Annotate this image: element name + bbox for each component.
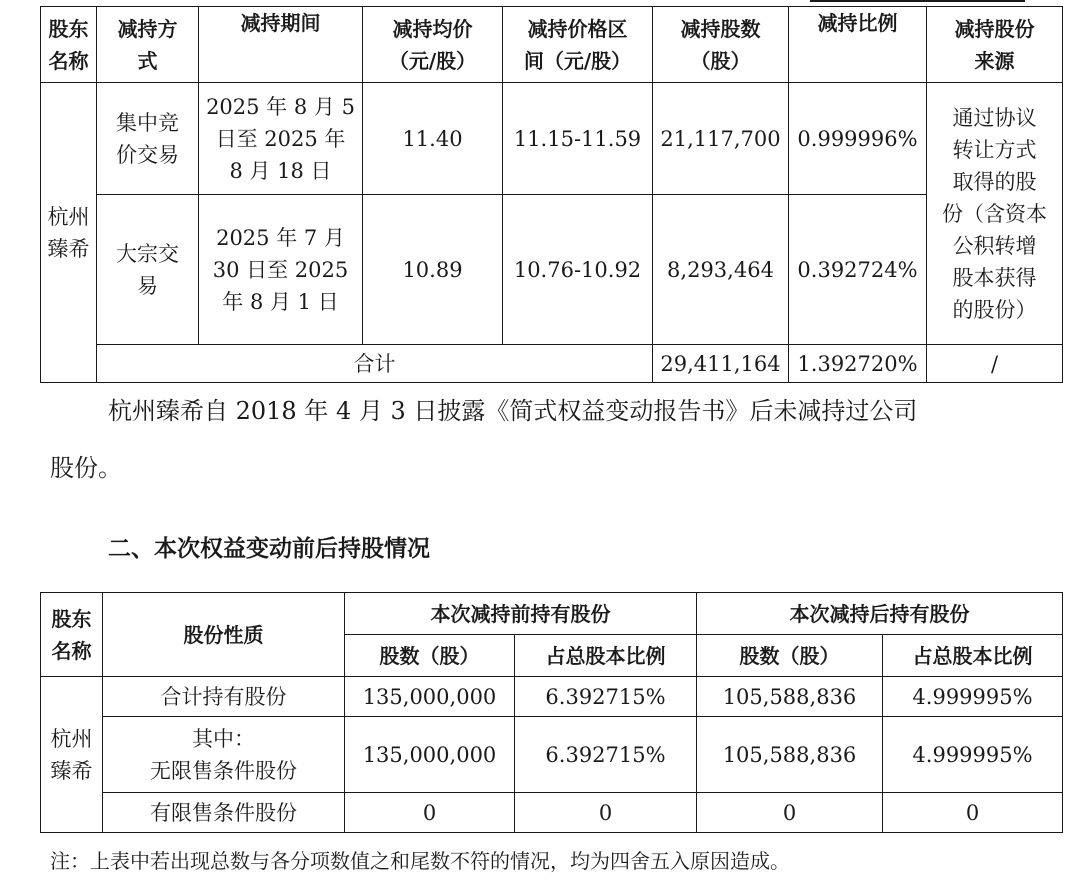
- col-before-ratio-header: 占总股本比例: [515, 635, 697, 677]
- cell-text: 价交易: [116, 142, 179, 167]
- cell-text: 的股份）: [952, 297, 1037, 322]
- header-text: 减持方: [117, 16, 178, 41]
- price-range-cell: 11.15-11.59: [503, 83, 653, 195]
- table-row: [41, 195, 1063, 345]
- cell-text: 通过协议: [952, 105, 1037, 130]
- cell-text: 臻希: [47, 236, 90, 261]
- total-row: [41, 345, 1063, 383]
- header-text: 间（元/股）: [523, 48, 632, 73]
- nature-cell: 有限售条件股份: [103, 793, 345, 833]
- period-cell: [199, 83, 363, 195]
- cell-text: 年 8 月 1 日: [222, 289, 339, 314]
- after-ratio-cell: 0: [883, 793, 1063, 833]
- cell-text: 2025 年 8 月 5: [206, 94, 355, 119]
- cell-text: 其中：: [192, 726, 255, 751]
- holdings-header-row: [41, 593, 1063, 635]
- price-range-cell: 10.76-10.92: [503, 195, 653, 345]
- header-text: （股）: [690, 48, 751, 73]
- cell-text: 份（含资本: [942, 201, 1047, 226]
- cell-text: 转让方式: [952, 137, 1037, 162]
- before-shares-cell: 135,000,000: [345, 717, 515, 793]
- avg-price-cell: 11.40: [363, 83, 503, 195]
- cell-text: 集中竞: [116, 110, 179, 135]
- before-ratio-cell: 6.392715%: [515, 717, 697, 793]
- after-ratio-cell: 4.999995%: [883, 717, 1063, 793]
- avg-price-cell: 10.89: [363, 195, 503, 345]
- header-text: 减持价格区: [527, 16, 628, 41]
- col-before-header: 本次减持前持有股份: [345, 593, 697, 635]
- holdings-table: [40, 592, 1063, 833]
- header-text: 减持股数: [680, 16, 761, 41]
- total-shares: 29,411,164: [653, 345, 789, 383]
- cell-text: 30 日至 2025: [212, 257, 349, 282]
- before-ratio-cell: 0: [515, 793, 697, 833]
- cell-text: 无限售条件股份: [150, 758, 297, 783]
- cell-text: 2025 年 7 月: [216, 225, 345, 250]
- header-rule: [810, 0, 1025, 2]
- col-period-header: [199, 7, 363, 83]
- after-shares-cell: 105,588,836: [697, 677, 883, 717]
- cell-text: 杭州: [47, 204, 90, 229]
- shareholder-name-cell: [41, 677, 103, 833]
- cell-text: 股本获得: [952, 265, 1037, 290]
- header-text: 来源: [974, 48, 1015, 73]
- table-row: [41, 717, 1063, 793]
- cell-text: 取得的股: [952, 169, 1037, 194]
- header-text: 股东: [48, 16, 89, 41]
- total-source: /: [927, 345, 1063, 383]
- col-after-header: 本次减持后持有股份: [697, 593, 1063, 635]
- period-cell: [199, 195, 363, 345]
- cell-text: 8 月 18 日: [229, 158, 332, 183]
- col-shareholder-header: [41, 7, 97, 83]
- header-text: 减持期间: [240, 11, 321, 35]
- after-shares-cell: 0: [697, 793, 883, 833]
- header-text: 减持股份: [954, 16, 1035, 41]
- total-label: 合计: [97, 345, 653, 383]
- col-after-shares-header: 股数（股）: [697, 635, 883, 677]
- before-ratio-cell: 6.392715%: [515, 677, 697, 717]
- col-source-header: [927, 7, 1063, 83]
- before-shares-cell: 135,000,000: [345, 677, 515, 717]
- disclosure-paragraph-line2: 股份。: [50, 454, 122, 482]
- method-cell: [97, 83, 199, 195]
- ratio-cell: 0.999996%: [789, 83, 927, 195]
- shares-cell: 21,117,700: [653, 83, 789, 195]
- before-shares-cell: 0: [345, 793, 515, 833]
- header-text: 减持比例: [817, 11, 898, 35]
- cell-text: 公积转增: [952, 233, 1037, 258]
- col-shareholder-header: [41, 593, 103, 677]
- col-shares-header: [653, 7, 789, 83]
- col-after-ratio-header: 占总股本比例: [883, 635, 1063, 677]
- after-ratio-cell: 4.999995%: [883, 677, 1063, 717]
- nature-cell: 合计持有股份: [103, 677, 345, 717]
- method-cell: [97, 195, 199, 345]
- total-ratio: 1.392720%: [789, 345, 927, 383]
- table-row: [41, 677, 1063, 717]
- footnote: 注：上表中若出现总数与各分项数值之和尾数不符的情况，均为四舍五入原因造成。: [50, 849, 790, 873]
- header-text: （元/股）: [388, 48, 477, 73]
- col-price-range-header: [503, 7, 653, 83]
- col-ratio-header: [789, 7, 927, 83]
- ratio-cell: 0.392724%: [789, 195, 927, 345]
- cell-text: 日至 2025 年: [215, 126, 346, 151]
- col-nature-header: 股份性质: [103, 593, 345, 677]
- disclosure-paragraph-line1: 杭州臻希自 2018 年 4 月 3 日披露《简式权益变动报告书》后未减持过公司: [108, 397, 918, 425]
- nature-cell: [103, 717, 345, 793]
- header-text: 减持均价: [392, 16, 473, 41]
- header-text: 股东: [51, 606, 92, 631]
- section-heading: 二、本次权益变动前后持股情况: [108, 536, 430, 562]
- col-before-shares-header: 股数（股）: [345, 635, 515, 677]
- after-shares-cell: 105,588,836: [697, 717, 883, 793]
- shares-cell: 8,293,464: [653, 195, 789, 345]
- source-cell: [927, 83, 1063, 345]
- cell-text: 臻希: [50, 758, 93, 783]
- table-row: [41, 83, 1063, 195]
- reduction-header-row: [41, 7, 1063, 83]
- header-text: 名称: [51, 638, 92, 663]
- header-text: 名称: [48, 48, 89, 73]
- cell-text: 杭州: [50, 726, 93, 751]
- col-avg-price-header: [363, 7, 503, 83]
- shareholder-name-cell: [41, 83, 97, 383]
- cell-text: 大宗交: [116, 241, 179, 266]
- header-text: 式: [137, 48, 158, 73]
- table-row: [41, 793, 1063, 833]
- cell-text: 易: [137, 273, 158, 298]
- reduction-table: [40, 6, 1063, 383]
- col-method-header: [97, 7, 199, 83]
